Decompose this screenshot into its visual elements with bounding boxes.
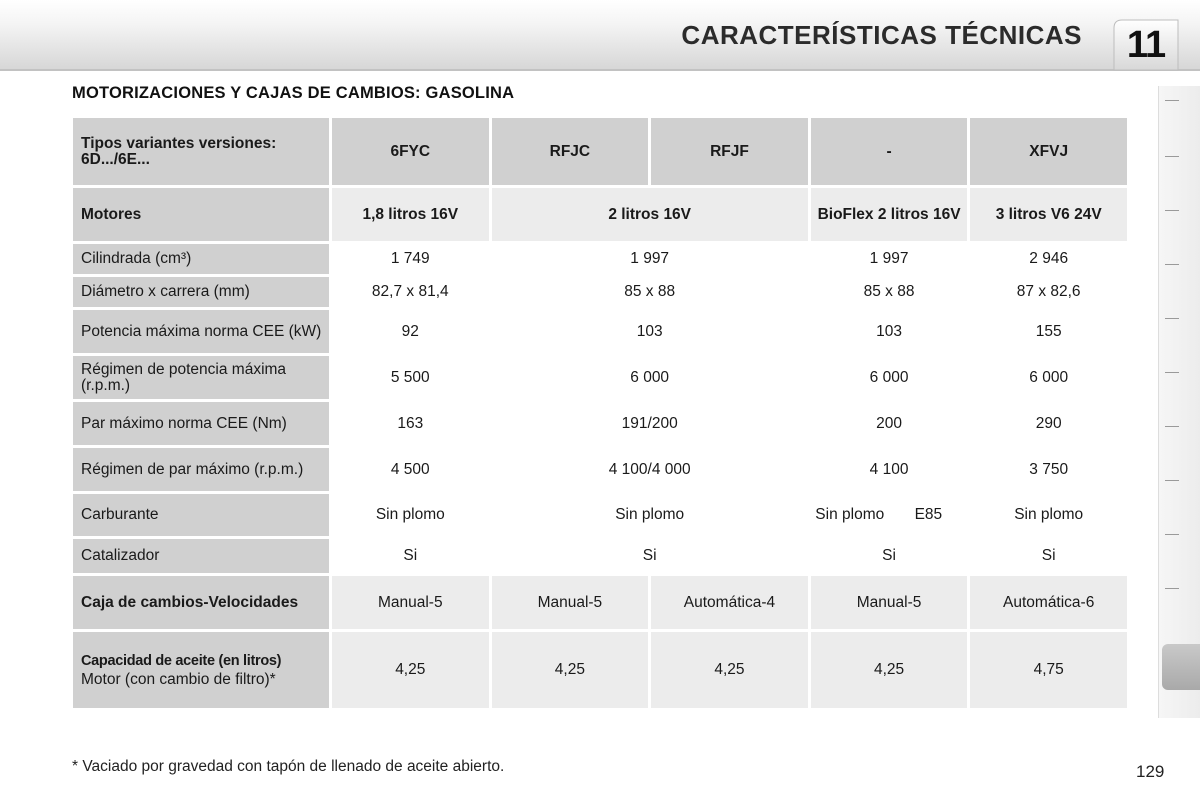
row-value: 103 (811, 310, 968, 353)
row-value: 92 (332, 310, 489, 353)
oil-value: 4,25 (332, 632, 489, 708)
header-divider (0, 69, 1200, 71)
section-title: MOTORIZACIONES Y CAJAS DE CAMBIOS: GASOLINA (72, 84, 515, 102)
table-row (73, 244, 1127, 274)
catalyst-row (73, 539, 1127, 573)
fuel-value: Sin plomo (332, 494, 489, 536)
row-value: 4 100/4 000 (492, 448, 808, 491)
row-value: 85 x 88 (811, 277, 968, 307)
row-label: Par máximo norma CEE (Nm) (73, 402, 329, 445)
gearbox-value: Automática-4 (651, 576, 808, 629)
fuel-label: Carburante (73, 494, 329, 536)
table-row (73, 448, 1127, 491)
side-tab-mark (1165, 426, 1179, 427)
motor-cell: BioFlex 2 litros 16V (811, 188, 968, 241)
row-value: 85 x 88 (492, 277, 808, 307)
oil-value: 4,25 (651, 632, 808, 708)
version-cell: RFJF (651, 118, 808, 185)
fuel-value: Sin plomo (492, 494, 808, 536)
fuel-value: E85 (914, 506, 943, 523)
oil-value: 4,75 (970, 632, 1127, 708)
gearbox-label: Caja de cambios-Velocidades (73, 576, 329, 629)
side-tab-mark (1165, 480, 1179, 481)
oil-value: 4,25 (811, 632, 968, 708)
catalyst-value: Si (332, 539, 489, 573)
row-label: Régimen de par máximo (r.p.m.) (73, 448, 329, 491)
gearbox-value: Manual-5 (332, 576, 489, 629)
chapter-title: CARACTERÍSTICAS TÉCNICAS (681, 20, 1082, 50)
motors-row (73, 188, 1127, 241)
row-label: Diámetro x carrera (mm) (73, 277, 329, 307)
catalyst-label: Catalizador (73, 539, 329, 573)
motor-cell: 2 litros 16V (492, 188, 808, 241)
row-value: 87 x 82,6 (970, 277, 1127, 307)
fuel-row (73, 494, 1127, 536)
side-tab-mark (1165, 264, 1179, 265)
fuel-value: Sin plomo (815, 506, 885, 523)
row-value: 6 000 (970, 356, 1127, 399)
oil-label-detail: Motor (con cambio de filtro)* (81, 670, 276, 688)
gearbox-value: Manual-5 (811, 576, 968, 629)
row-value: 290 (970, 402, 1127, 445)
row-value: 1 749 (332, 244, 489, 274)
row-label: Potencia máxima norma CEE (kW) (73, 310, 329, 353)
version-cell: 6FYC (332, 118, 489, 185)
table-row (73, 277, 1127, 307)
versions-row (73, 118, 1127, 185)
row-value: 191/200 (492, 402, 808, 445)
gearbox-value: Automática-6 (970, 576, 1127, 629)
row-value: 163 (332, 402, 489, 445)
version-cell: RFJC (492, 118, 649, 185)
row-value: 200 (811, 402, 968, 445)
gearbox-row (73, 576, 1127, 629)
table-row (73, 310, 1127, 353)
table-row (73, 402, 1127, 445)
engine-spec-table (70, 115, 1130, 711)
catalyst-value: Si (811, 539, 968, 573)
catalyst-value: Si (492, 539, 808, 573)
row-value: 6 000 (492, 356, 808, 399)
motor-cell: 3 litros V6 24V (970, 188, 1127, 241)
side-tab-mark (1165, 534, 1179, 535)
oil-label (73, 632, 329, 708)
row-value: 2 946 (970, 244, 1127, 274)
version-cell: XFVJ (970, 118, 1127, 185)
row-value: 5 500 (332, 356, 489, 399)
chapter-number: 11 (1126, 24, 1166, 66)
footnote: * Vaciado por gravedad con tapón de llenado de aceite abierto. (72, 758, 505, 775)
side-tab-strip (1158, 86, 1200, 718)
row-value: 1 997 (811, 244, 968, 274)
side-tab-mark (1165, 372, 1179, 373)
version-cell: - (811, 118, 968, 185)
side-tab-current-chapter (1162, 644, 1200, 690)
row-value: 4 100 (811, 448, 968, 491)
row-label: Cilindrada (cm³) (73, 244, 329, 274)
row-value: 155 (970, 310, 1127, 353)
row-value: 6 000 (811, 356, 968, 399)
fuel-split-cell (811, 494, 968, 536)
gearbox-value: Manual-5 (492, 576, 649, 629)
versions-label: Tipos variantes versiones: 6D.../6E... (73, 118, 329, 185)
row-value: 82,7 x 81,4 (332, 277, 489, 307)
row-value: 1 997 (492, 244, 808, 274)
side-tab-mark (1165, 588, 1179, 589)
row-value: 103 (492, 310, 808, 353)
motors-label: Motores (73, 188, 329, 241)
oil-value: 4,25 (492, 632, 649, 708)
oil-label-title: Capacidad de aceite (en litros) (81, 652, 282, 669)
row-value: 4 500 (332, 448, 489, 491)
row-value: 3 750 (970, 448, 1127, 491)
side-tab-mark (1165, 210, 1179, 211)
chapter-badge (1112, 16, 1180, 74)
page-number: 129 (1136, 762, 1165, 781)
fuel-split (815, 507, 964, 523)
catalyst-value: Si (970, 539, 1127, 573)
table-row (73, 356, 1127, 399)
oil-row (73, 632, 1127, 708)
side-tab-mark (1165, 156, 1179, 157)
motor-cell: 1,8 litros 16V (332, 188, 489, 241)
fuel-value: Sin plomo (970, 494, 1127, 536)
side-tab-mark (1165, 100, 1179, 101)
side-tab-mark (1165, 318, 1179, 319)
row-label: Régimen de potencia máxima (r.p.m.) (73, 356, 329, 399)
